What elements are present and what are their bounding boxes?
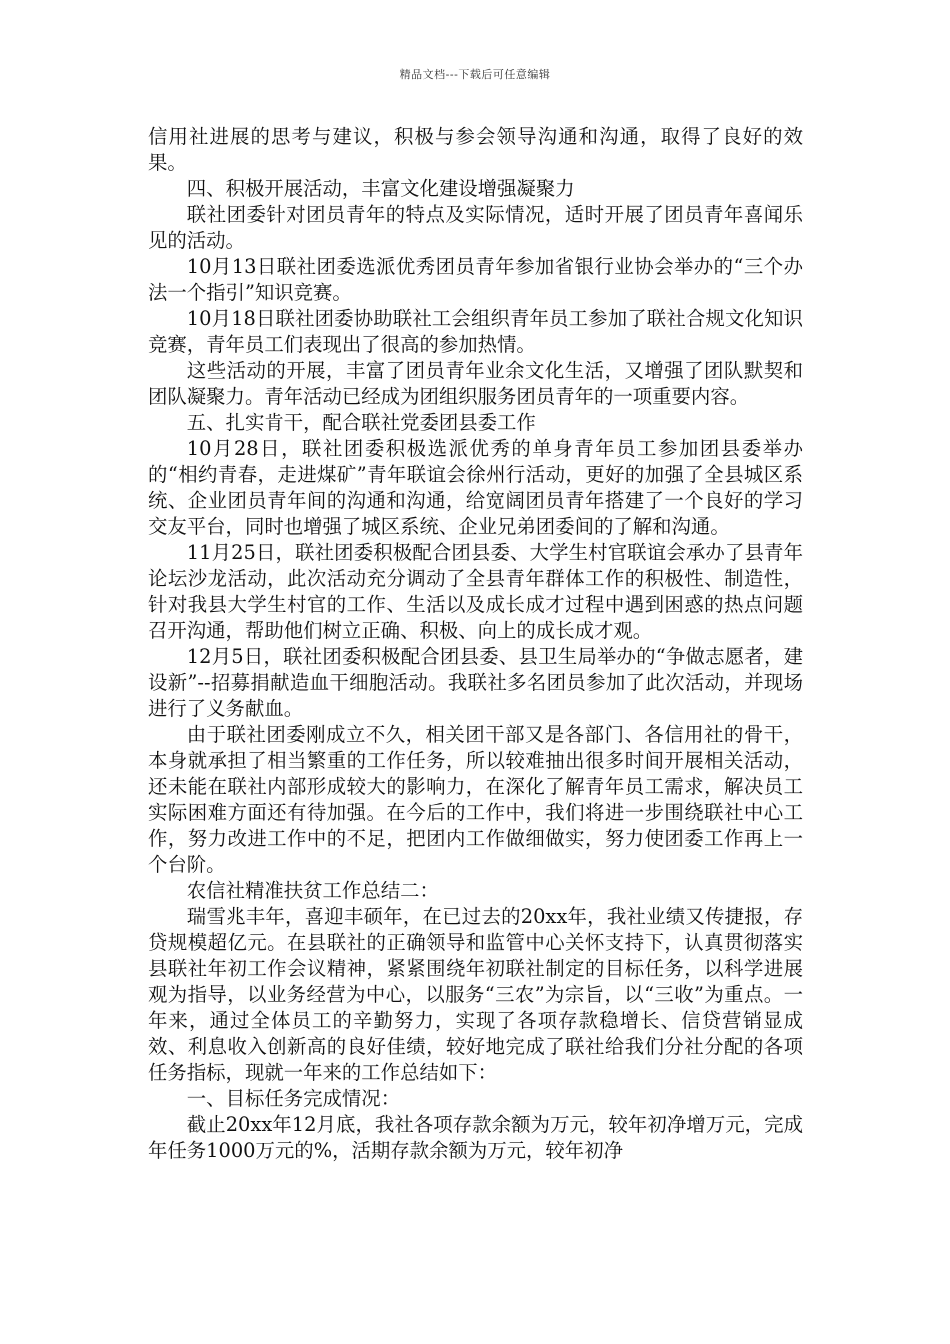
document-body [148,124,803,1164]
paragraph: 截止20xx年12月底，我社各项存款余额为万元，较年初净增万元，完成年任务1000万元的%，活期存款余额为万元，较年初净 [148,1113,803,1162]
paragraph: 瑞雪兆丰年，喜迎丰硕年，在已过去的20xx年，我社业绩又传捷报，存贷规模超亿元。在县联社的正确领导和监管中心关怀支持下，认真贯彻落实县联社年初工作会议精神，紧紧围绕年初联社制定的目标任务，以科学进展观为指导，以业务经营为中心，以服务“三农”为宗旨，以“三收”为重点。一年来，通过全体员工的辛勤努力，实现了各项存款稳增长、信贷营销显成效、利息收入创新高的良好佳绩，较好地完成了联社给我们分社分配的各项任务指标，现就一年来的工作总结如下： [148,905,803,1084]
paragraph: 联社团委针对团员青年的特点及实际情况，适时开展了团员青年喜闻乐见的活动。 [148,203,803,252]
paragraph: 12月5日，联社团委积极配合团县委、县卫生局举办的“争做志愿者，建设新”--招募捐献造血干细胞活动。我联社多名团员参加了此次活动，并现场进行了义务献血。 [148,645,803,720]
paragraph: 由于联社团委刚成立不久，相关团干部又是各部门、各信用社的骨干，本身就承担了相当繁重的工作任务，所以较难抽出很多时间开展相关活动，还未能在联社内部形成较大的影响力，在深化了解青年员工需求，解决员工实际困难方面还有待加强。在今后的工作中，我们将进一步围绕联社中心工作，努力改进工作中的不足，把团内工作做细做实，努力使团委工作再上一个台阶。 [148,723,803,876]
page-header: 精品文档---下载后可任意编辑 [399,68,551,81]
section-heading: 四、积极开展活动，丰富文化建设增强凝聚力 [186,177,575,200]
paragraph: 这些活动的开展，丰富了团员青年业余文化生活，又增强了团队默契和团队凝聚力。青年活动已经成为团组织服务团员青年的一项重要内容。 [148,359,803,408]
section-heading: 农信社精准扶贫工作总结二： [186,879,439,902]
section-heading: 一、目标任务完成情况： [186,1087,401,1110]
paragraph: 10月13日联社团委选派优秀团员青年参加省银行业协会举办的“三个办法一个指引”知识竞赛。 [148,255,803,304]
paragraph: 10月18日联社团委协助联社工会组织青年员工参加了联社合规文化知识竞赛，青年员工们表现出了很高的参加热情。 [148,307,803,356]
paragraph: 11月25日，联社团委积极配合团县委、大学生村官联谊会承办了县青年论坛沙龙活动，此次活动充分调动了全县青年群体工作的积极性、制造性，针对我县大学生村官的工作、生活以及成长成才过程中遇到困惑的热点问题召开沟通，帮助他们树立正确、积极、向上的成长成才观。 [148,541,803,642]
paragraph: 10月28日，联社团委积极选派优秀的单身青年员工参加团县委举办的“相约青春，走进煤矿”青年联谊会徐州行活动，更好的加强了全县城区系统、企业团员青年间的沟通和沟通，给宽阔团员青年搭建了一个良好的学习交友平台，同时也增强了城区系统、企业兄弟团委间的了解和沟通。 [148,437,803,538]
paragraph: 信用社进展的思考与建议，积极与参会领导沟通和沟通，取得了良好的效果。 [148,125,803,174]
section-heading: 五、扎实肯干，配合联社党委团县委工作 [186,411,536,434]
